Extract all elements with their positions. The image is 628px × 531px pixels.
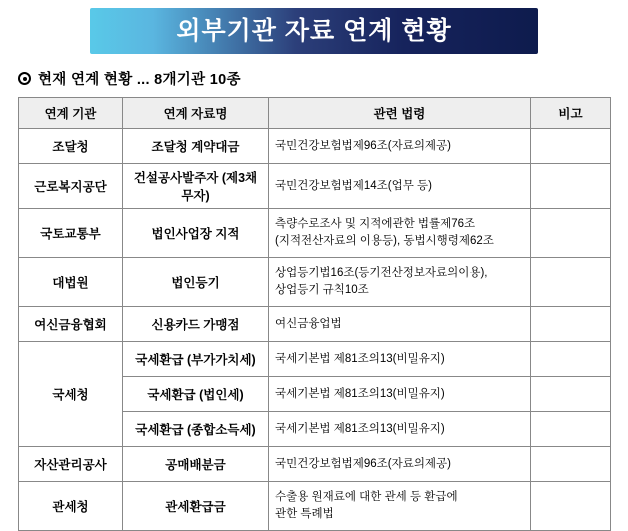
cell-law bbox=[269, 129, 531, 164]
table-container bbox=[18, 97, 610, 531]
cell-law bbox=[269, 209, 531, 258]
cell-note bbox=[531, 307, 611, 342]
table-header-row bbox=[19, 98, 611, 129]
cell-note bbox=[531, 447, 611, 482]
cell-org: 관세청 bbox=[19, 482, 123, 531]
cell-doc: 국세환급 (부가가치세) bbox=[123, 342, 269, 377]
table-row bbox=[19, 258, 611, 307]
document-page bbox=[0, 8, 628, 529]
table-row bbox=[19, 129, 611, 164]
cell-note bbox=[531, 412, 611, 447]
circle-dot-icon bbox=[18, 72, 31, 85]
cell-note bbox=[531, 129, 611, 164]
cell-org: 근로복지공단 bbox=[19, 164, 123, 209]
cell-doc: 건설공사발주자 (제3채무자) bbox=[123, 164, 269, 209]
cell-note bbox=[531, 258, 611, 307]
cell-org: 대법원 bbox=[19, 258, 123, 307]
cell-law bbox=[269, 258, 531, 307]
law-line: (지적전산자료의 이용등), 동법시행령제62조 bbox=[275, 235, 494, 247]
column-header-law: 관련 법령 bbox=[269, 98, 531, 129]
title-banner bbox=[12, 8, 616, 54]
cell-note bbox=[531, 209, 611, 258]
column-header-org: 연계 기관 bbox=[19, 98, 123, 129]
cell-doc: 법인등기 bbox=[123, 258, 269, 307]
law-line: 관한 특례법 bbox=[275, 508, 334, 520]
section-heading bbox=[18, 68, 628, 89]
law-line: 국민건강보험법제14조(업무 등) bbox=[275, 179, 432, 192]
cell-law bbox=[269, 342, 531, 377]
law-line: 국세기본법 제81조의13(비밀유지) bbox=[275, 387, 445, 400]
cell-doc: 법인사업장 지적 bbox=[123, 209, 269, 258]
cell-org: 자산관리공사 bbox=[19, 447, 123, 482]
cell-law bbox=[269, 447, 531, 482]
cell-note bbox=[531, 342, 611, 377]
law-line: 국세기본법 제81조의13(비밀유지) bbox=[275, 422, 445, 435]
cell-law bbox=[269, 482, 531, 531]
table-body bbox=[19, 129, 611, 531]
section-heading-label: 현재 연계 현황 ... 8개기관 10종 bbox=[38, 72, 241, 88]
cell-law bbox=[269, 164, 531, 209]
cell-doc: 신용카드 가맹점 bbox=[123, 307, 269, 342]
table-row bbox=[19, 164, 611, 209]
table-row bbox=[19, 307, 611, 342]
cell-law bbox=[269, 307, 531, 342]
cell-doc: 관세환급금 bbox=[123, 482, 269, 531]
cell-note bbox=[531, 164, 611, 209]
cell-org: 국토교통부 bbox=[19, 209, 123, 258]
law-line: 국민건강보험법제96조(자료의제공) bbox=[275, 457, 451, 470]
table-row bbox=[19, 482, 611, 531]
table-row bbox=[19, 342, 611, 377]
page-title: 외부기관 자료 연계 현황 bbox=[176, 17, 452, 45]
law-line: 여신금융업법 bbox=[275, 317, 342, 330]
cell-law bbox=[269, 377, 531, 412]
cell-doc: 조달청 계약대금 bbox=[123, 129, 269, 164]
cell-org: 국세청 bbox=[19, 342, 123, 447]
column-header-doc: 연계 자료명 bbox=[123, 98, 269, 129]
column-header-note: 비고 bbox=[531, 98, 611, 129]
law-line: 상업등기 규칙10조 bbox=[275, 284, 369, 296]
cell-org: 조달청 bbox=[19, 129, 123, 164]
cell-org: 여신금융협회 bbox=[19, 307, 123, 342]
law-line: 측량수로조사 및 지적에관한 법률제76조 bbox=[275, 218, 476, 231]
cell-doc: 국세환급 (법인세) bbox=[123, 377, 269, 412]
cell-doc: 국세환급 (종합소득세) bbox=[123, 412, 269, 447]
law-line: 상업등기법16조(등기전산정보자료의이용), bbox=[275, 267, 488, 280]
cell-note bbox=[531, 482, 611, 531]
linkage-status-table bbox=[18, 97, 611, 531]
table-row bbox=[19, 209, 611, 258]
cell-note bbox=[531, 377, 611, 412]
law-line: 국민건강보험법제96조(자료의제공) bbox=[275, 139, 451, 152]
table-row bbox=[19, 447, 611, 482]
cell-law bbox=[269, 412, 531, 447]
table-header bbox=[19, 98, 611, 129]
cell-doc: 공매배분금 bbox=[123, 447, 269, 482]
law-line: 수출용 원재료에 대한 관세 등 환급에 bbox=[275, 491, 458, 504]
law-line: 국세기본법 제81조의13(비밀유지) bbox=[275, 352, 445, 365]
